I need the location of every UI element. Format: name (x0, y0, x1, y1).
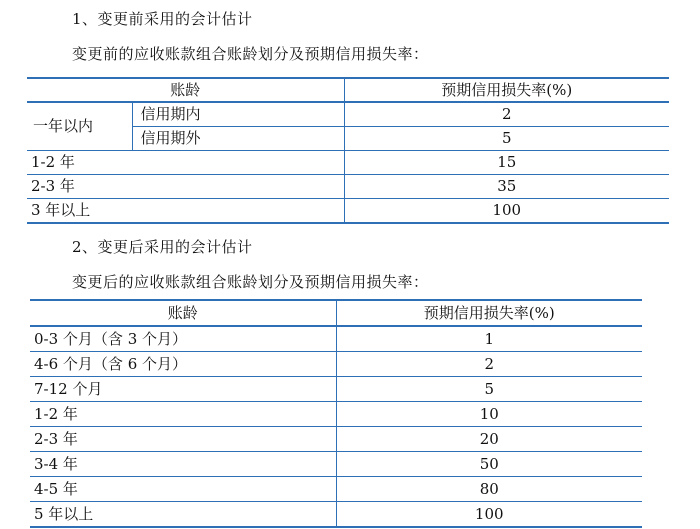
aging-cell: 3-4 年 (30, 452, 336, 477)
aging-cell: 1-2 年 (30, 402, 336, 427)
table-row (27, 199, 669, 224)
aging-cell: 2-3 年 (27, 175, 344, 199)
section2-heading: 2、变更后采用的会计估计 (72, 238, 253, 256)
rate-value: 15 (344, 151, 669, 175)
section1-subheading: 变更前的应收账款组合账龄划分及预期信用损失率： (72, 45, 429, 63)
sub-aging: 信用期外 (132, 127, 344, 151)
aging-cell: 0-3 个月（含 3 个月） (30, 326, 336, 352)
aging-cell: 1-2 年 (27, 151, 344, 175)
rate-value: 100 (344, 199, 669, 224)
section2-subheading: 变更后的应收账款组合账龄划分及预期信用损失率： (72, 273, 429, 291)
rate-value: 5 (344, 127, 669, 151)
rate-value: 20 (336, 427, 642, 452)
table-row (30, 326, 642, 352)
rate-value: 100 (336, 502, 642, 528)
rate-value: 1 (336, 326, 642, 352)
section1-heading: 1、变更前采用的会计估计 (72, 10, 253, 28)
aging-cell: 7-12 个月 (30, 377, 336, 402)
aging-cell: 2-3 年 (30, 427, 336, 452)
aging-cell: 4-6 个月（含 6 个月） (30, 352, 336, 377)
table-row (27, 151, 669, 175)
header-rate: 预期信用损失率(%) (336, 300, 642, 326)
header-aging: 账龄 (30, 300, 336, 326)
rate-value: 35 (344, 175, 669, 199)
rate-value: 2 (344, 102, 669, 127)
table-row (30, 452, 642, 477)
table-row (27, 175, 669, 199)
pre-change-aging-table (27, 77, 669, 224)
post-change-aging-table (30, 299, 642, 528)
header-aging: 账龄 (27, 78, 344, 102)
rate-value: 5 (336, 377, 642, 402)
table-header-row (27, 78, 669, 102)
table-row (30, 352, 642, 377)
table-row (30, 377, 642, 402)
header-rate: 预期信用损失率(%) (344, 78, 669, 102)
rate-value: 80 (336, 477, 642, 502)
table-row (27, 102, 669, 127)
table-row (30, 427, 642, 452)
group-label: 一年以内 (27, 102, 132, 151)
table-row (30, 477, 642, 502)
aging-cell: 5 年以上 (30, 502, 336, 528)
table-row (30, 502, 642, 528)
aging-cell: 3 年以上 (27, 199, 344, 224)
rate-value: 2 (336, 352, 642, 377)
rate-value: 10 (336, 402, 642, 427)
table-row (30, 402, 642, 427)
aging-cell: 4-5 年 (30, 477, 336, 502)
table-header-row (30, 300, 642, 326)
sub-aging: 信用期内 (132, 102, 344, 127)
rate-value: 50 (336, 452, 642, 477)
